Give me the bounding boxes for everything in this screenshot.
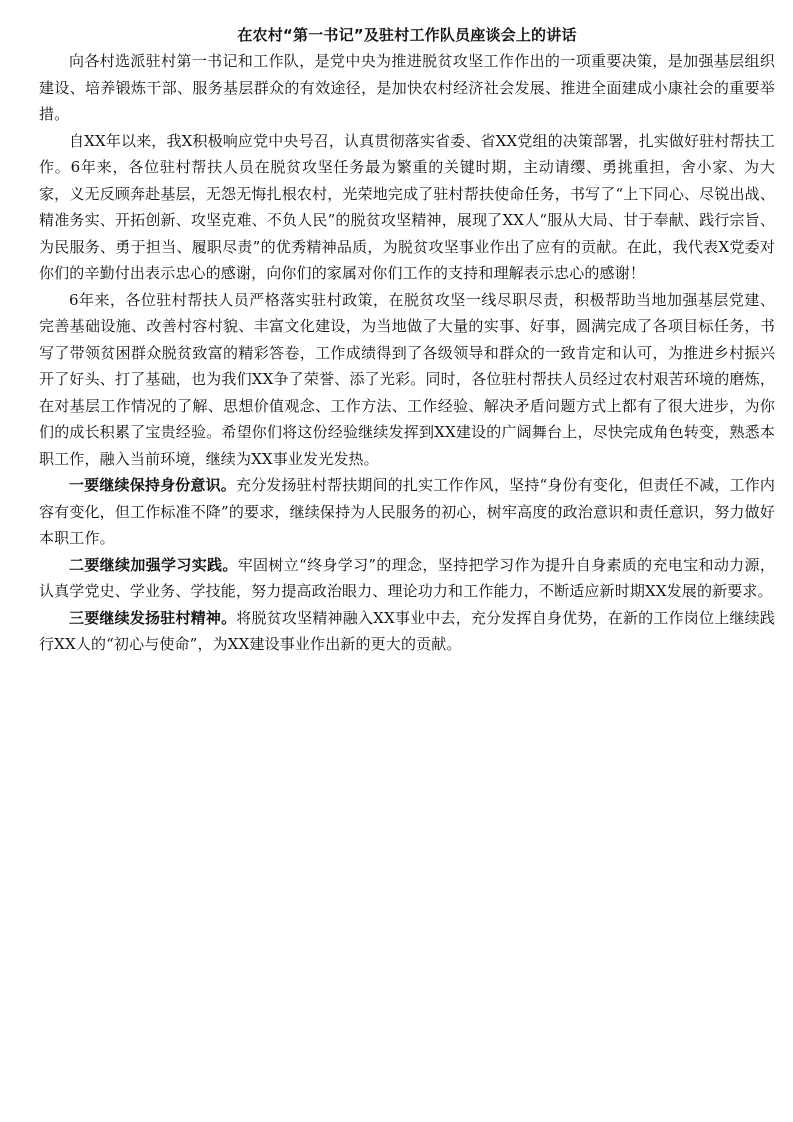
point-one-text: 充分发扬驻村帮扶期间的扎实工作作风，坚持“身份有变化，但责任不减，工作内容有变化，但工作标准不降”的要求，继续保持为人民服务的初心，树牢高度的政治意识和责任意识，努力做好本职工作。 [39, 476, 776, 547]
paragraph-achievements: 自XX年以来，我X积极响应党中央号召，认真贯彻落实省委、省XX党组的决策部署，扎实做好驻村帮扶工作。6年来，各位驻村帮扶人员在脱贫攻坚任务最为繁重的关键时期，主动请缨、勇挑重担，舍小家、为大家，义无反顾奔赴基层，无怨无悔扎根农村，光荣地完成了驻村帮扶使命任务，书写了“上下同心、尽锐出战、精准务实、开拓创新、攻坚克难、不负人民”的脱贫攻坚精神，展现了XX人“服从大局、甘于奉献、践行宗旨、为民服务、勇于担当、履职尽责”的优秀精神品质，为脱贫攻坚事业作出了应有的贡献。在此，我代表X党委对你们的辛勤付出表示忠心的感谢，向你们的家属对你们工作的支持和理解表示忠心的感谢！ [39, 131, 775, 282]
point-one-lead: 一要继续保持身份意识。 [69, 476, 236, 494]
point-one [39, 472, 775, 552]
paragraph-intro: 向各村选派驻村第一书记和工作队，是党中央为推进脱贫攻坚工作作出的一项重要决策，是加强基层组织建设、培养锻炼干部、服务基层群众的有效途径，是加快农村经济社会发展、推进全面建成小康社会的重要举措。 [39, 52, 775, 123]
point-two [39, 552, 775, 605]
point-two-lead: 二要继续加强学习实践。 [69, 555, 238, 574]
point-two-text: 牢固树立“终身学习”的理念，坚持把学习作为提升自身素质的充电宝和动力源，认真学党史、学业务、学技能，努力提高政治眼力、理论功力和工作能力，不断适应新时期XX发展的新要求。 [39, 555, 775, 600]
document-page [39, 22, 775, 658]
document-title: 在农村“第一书记”及驻村工作队员座谈会上的讲话 [237, 26, 577, 44]
point-three-text: 将脱贫攻坚精神融入XX事业中去，充分发挥自身优势，在新的工作岗位上继续践行XX人的“初心与使命”，为XX建设事业作出新的更大的贡献。 [39, 608, 775, 653]
point-three-lead: 三要继续发扬驻村精神。 [69, 608, 237, 627]
paragraph-six-years: 6年来，各位驻村帮扶人员严格落实驻村政策，在脱贫攻坚一线尽职尽责，积极帮助当地加强基层党建、完善基础设施、改善村容村貌、丰富文化建设，为当地做了大量的实事、好事，圆满完成了各项目标任务，书写了带领贫困群众脱贫致富的精彩答卷，工作成绩得到了各级领导和群众的一致肯定和认可，为推进乡村振兴开了好头、打了基础，也为我们XX争了荣誉、添了光彩。同时，各位驻村帮扶人员经过农村艰苦环境的磨炼，在对基层工作情况的了解、思想价值观念、工作方法、工作经验、解决矛盾问题方式上都有了很大进步，为你们的成长积累了宝贵经验。希望你们将这份经验继续发挥到XX建设的广阔舞台上，尽快完成角色转变，熟悉本职工作，融入当前环境，继续为XX事业发光发热。 [39, 290, 775, 468]
point-three [39, 605, 775, 658]
